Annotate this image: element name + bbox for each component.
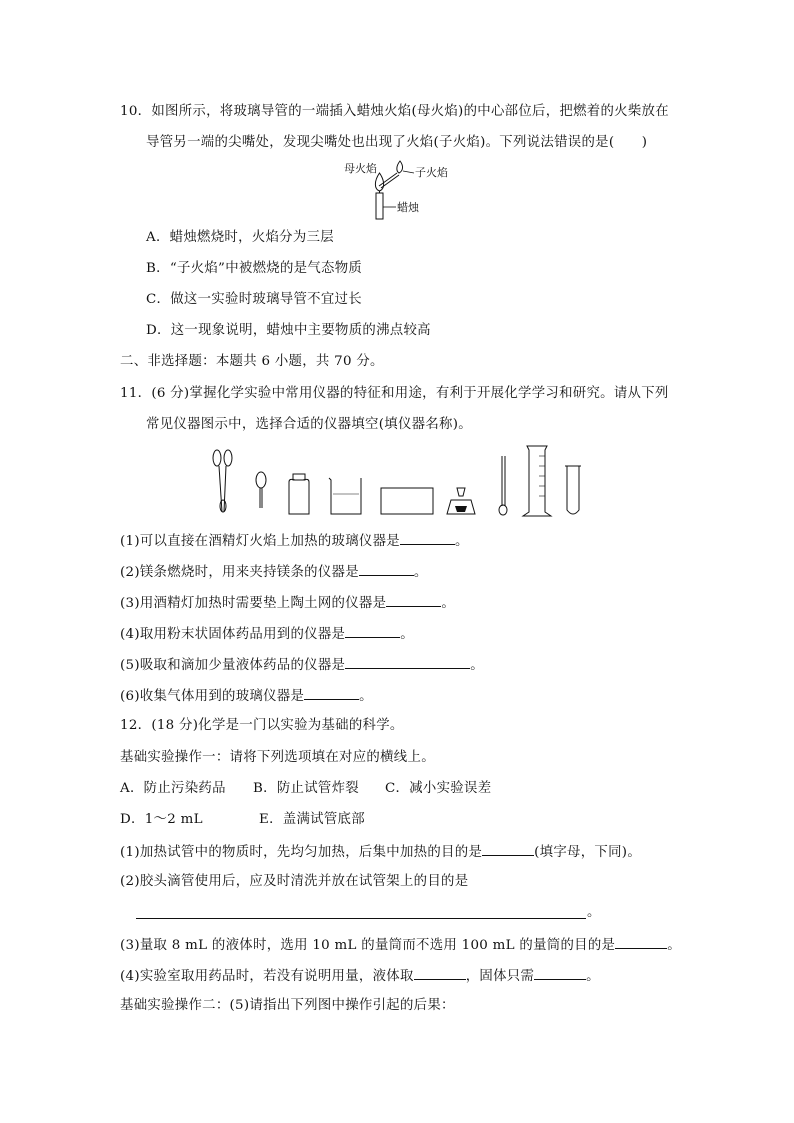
- apparatus-figure: [205, 442, 595, 522]
- answer-blank[interactable]: [304, 686, 359, 700]
- op2-title: 基础实验操作二：(5)请指出下列图中操作引起的后果：: [120, 998, 455, 1013]
- test-tube-icon: [565, 466, 581, 514]
- q10-option-b: B．“子火焰”中被燃烧的是气态物质: [146, 261, 363, 276]
- label-mother-flame: 母火焰: [344, 162, 377, 175]
- answer-line[interactable]: [136, 918, 586, 919]
- dropper-icon: [256, 472, 266, 508]
- candle-figure: [340, 157, 460, 227]
- section-2-heading: 二、非选择题：本题共 6 小题，共 70 分。: [120, 354, 384, 369]
- q10-line2: 导管另一端的尖嘴处，发现尖嘴处也出现了火焰(子火焰)。下列说法错误的是( ): [146, 135, 648, 150]
- answer-blank[interactable]: [345, 624, 400, 638]
- q12-item-1: (1)加热试管中的物质时，先均匀加热，后集中加热的目的是 (填字母，下同)。: [120, 842, 641, 862]
- answer-blank[interactable]: [615, 935, 667, 949]
- option-b: B．防止试管炸裂: [253, 781, 359, 796]
- q11-item-2: (2)镁条燃烧时，用来夹持镁条的仪器是 。: [120, 562, 428, 582]
- beaker-icon: [329, 478, 361, 514]
- crucible-tongs-icon: [213, 450, 232, 512]
- q12-line1: 12．(18 分)化学是一门以实验为基础的科学。: [120, 718, 404, 733]
- answer-blank[interactable]: [400, 531, 455, 545]
- q11-line2: 常见仪器图示中，选择合适的仪器填空(填仪器名称)。: [146, 417, 472, 432]
- option-c: C．减小实验误差: [385, 781, 492, 796]
- op1-title: 基础实验操作一：请将下列选项填在对应的横线上。: [120, 750, 435, 765]
- q12-item-2: (2)胶头滴管使用后，应及时清洗并放在试管架上的目的是: [120, 874, 469, 889]
- option-a: A．防止污染药品: [120, 781, 226, 796]
- answer-blank[interactable]: [345, 655, 470, 669]
- answer-blank[interactable]: [482, 842, 534, 856]
- label-child-flame: 子火焰: [415, 166, 448, 179]
- answer-blank[interactable]: [359, 562, 414, 576]
- medicine-spoon-icon: [499, 456, 507, 515]
- alcohol-lamp-icon: [447, 488, 475, 514]
- answer-blank[interactable]: [534, 966, 586, 980]
- q11-item-1: (1)可以直接在酒精灯火焰上加热的玻璃仪器是 。: [120, 531, 469, 551]
- q11-item-5: (5)吸取和滴加少量液体药品的仪器是 。: [120, 655, 484, 675]
- q11-line1: 11．(6 分)掌握化学实验中常用仪器的特征和用途，有利于开展化学学习和研究。请从下列: [120, 386, 669, 401]
- answer-blank[interactable]: [386, 593, 441, 607]
- trough-icon: [381, 488, 433, 514]
- q10-option-c: C．做这一实验时玻璃导管不宜过长: [146, 292, 362, 307]
- q12-item-3: (3)量取 8 mL 的液体时，选用 10 mL 的量筒而不选用 100 mL 的量筒的目的是 。: [120, 935, 681, 955]
- q12-item-4: (4)实验室取用药品时，若没有说明用量，液体取 ，固体只需 。: [120, 966, 600, 986]
- q11-item-6: (6)收集气体用到的玻璃仪器是 。: [120, 686, 373, 706]
- option-e: E．盖满试管底部: [259, 812, 365, 827]
- q11-item-3: (3)用酒精灯加热时需要垫上陶土网的仪器是 。: [120, 593, 455, 613]
- answer-blank[interactable]: [414, 966, 466, 980]
- option-d: D．1～2 mL: [120, 812, 203, 827]
- q12-item-2-end: 。: [587, 905, 601, 920]
- graduated-cylinder-icon: [523, 446, 551, 516]
- label-candle: 蜡烛: [397, 201, 419, 214]
- q11-item-4: (4)取用粉末状固体药品用到的仪器是 。: [120, 624, 414, 644]
- q10-line1: 10．如图所示，将玻璃导管的一端插入蜡烛火焰(母火焰)的中心部位后，把燃着的火柴放在: [120, 104, 669, 119]
- q10-option-d: D．这一现象说明，蜡烛中主要物质的沸点较高: [146, 323, 431, 338]
- gas-jar-icon: [289, 474, 309, 514]
- q10-option-a: A．蜡烛燃烧时，火焰分为三层: [146, 230, 334, 245]
